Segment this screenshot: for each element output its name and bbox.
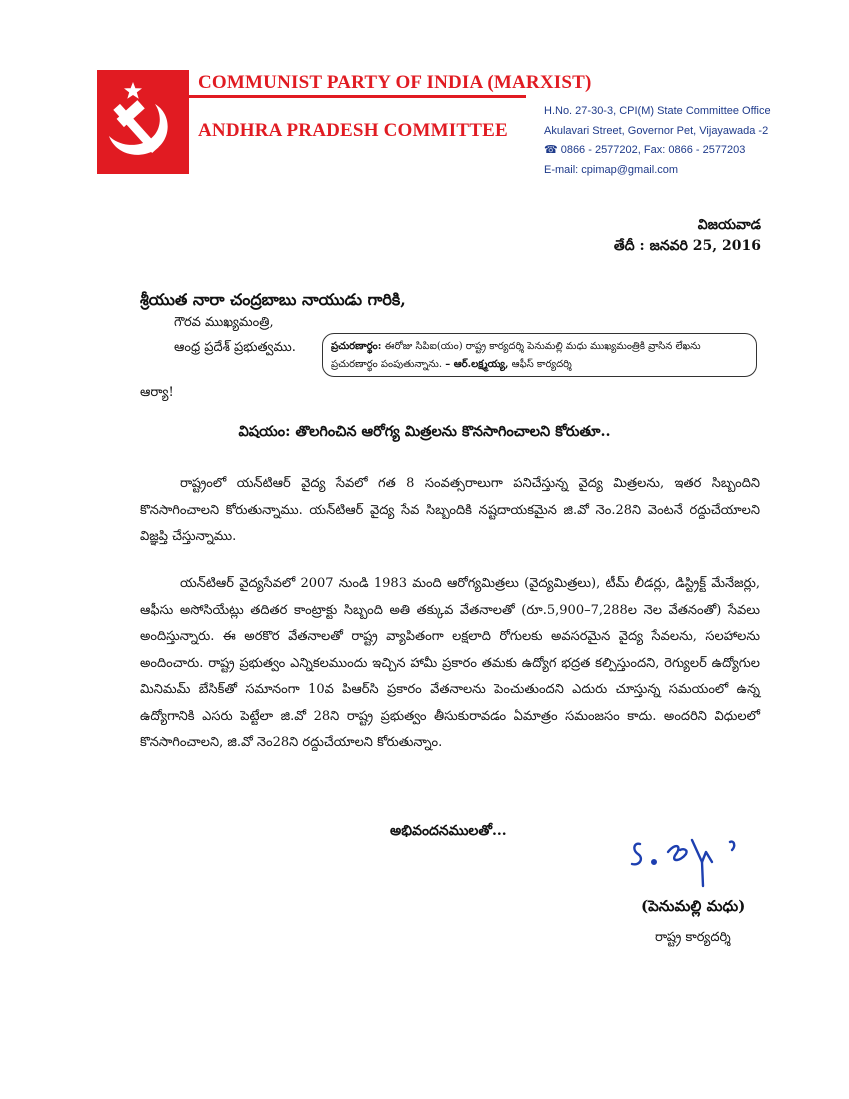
signer-title: రాష్ట్ర కార్యదర్శి — [655, 930, 731, 945]
email-line: E-mail: cpimap@gmail.com — [544, 163, 679, 176]
address-line-1: H.No. 27-30-3, CPI(M) State Committee Office — [544, 105, 771, 117]
office-address — [544, 102, 771, 180]
press-note-signatory: – ఆర్.లక్ష్మయ్య, — [445, 359, 509, 370]
closing-greeting: అభివందనములతో... — [390, 823, 507, 839]
phone-fax-line — [544, 141, 771, 161]
letter-place: విజయవాడ — [697, 217, 761, 233]
handwritten-signature — [610, 832, 780, 902]
party-name: COMMUNIST PARTY OF INDIA (MARXIST) — [198, 72, 592, 93]
letter-date: తేదీ : జనవరి 25, 2016 — [613, 238, 761, 254]
salutation: ఆర్యా! — [140, 385, 174, 400]
press-note-role: ఆఫీస్ కార్యదర్శి — [511, 359, 572, 370]
signer-name: (పెనుమల్లి మధు) — [641, 897, 746, 915]
phone-fax-text: 0866 - 2577202, Fax: 0866 - 2577203 — [560, 144, 746, 156]
addressee-designation: గౌరవ ముఖ్యమంత్రి, — [174, 315, 274, 330]
addressee-name: శ్రీయుత నారా చంద్రబాబు నాయుడు గారికి, — [140, 290, 406, 309]
body-paragraph-1: రాష్ట్రంలో యన్‌టిఆర్ వైద్య సేవలో గత 8 సంవత్సరాలుగా పనిచేస్తున్న వైద్య మిత్రలను, ఇతర సిబ్బందిని కొనసాగించాలని కోరుతున్నాము. యన్‌టిఆర్ వైద్య సేవ సిబ్బందికి నష్టదాయకమైన జి.వో నెం.28ని వెంటనే రద్దుచేయాలని విజ్ఞప్తి చేస్తున్నాము. — [140, 476, 760, 544]
press-note-label: ప్రచురణార్థం: — [331, 341, 382, 352]
letterhead-divider — [189, 95, 526, 98]
hammer-sickle-star-icon — [97, 70, 189, 174]
telephone-icon: ☎ — [544, 144, 558, 156]
addressee-government: ఆంధ్ర ప్రదేశ్ ప్రభుత్వము. — [174, 340, 296, 355]
address-line-2: Akulavari Street, Governor Pet, Vijayawada -2 — [544, 124, 769, 137]
letter-subject: విషయం: తొలగించిన ఆరోగ్య మిత్రలను కొనసాగించాలని కోరుతూ.. — [238, 423, 611, 440]
party-logo — [97, 70, 189, 174]
committee-name: ANDHRA PRADESH COMMITTEE — [198, 120, 508, 141]
body-paragraph-2: యన్‌టిఆర్ వైద్యసేవలో 2007 నుండి 1983 మంది ఆరోగ్యమిత్రలు (వైద్యమిత్రలు), టీమ్ లీడర్లు, డిస్ట్రిక్ట్ మేనేజర్లు, ఆఫీసు అసోసియేట్లు తదితర కాంట్రాక్టు సిబ్బంది అతి తక్కువ వేతనాలతో (రూ.5,900–7,288ల నెల వేతనంతో) సేవలు అందిస్తున్నారు. ఈ అరకొర వేతనాలతో రాష్ట్ర వ్యాపితంగా లక్షలాది రోగులకు అవసరమైన వైద్య సేవలను, సలహాలను అందించారు. రాష్ట్ర ప్రభుత్వం ఎన్నికలముందు ఇచ్చిన హామీ ప్రకారం తమకు ఉద్యోగ భద్రత కల్పిస్తుందని, రెగ్యులర్ ఉద్యోగుల మినిమమ్ బేసిక్‌తో సమానంగా 10వ పిఆర్‌సి ప్రకారం వేతనాలను పెంచుతుందని ఎదురు చూస్తున్న సమయంలో ఉన్న ఉద్యోగానికి ఎసరు పెట్టేలా జి.వో 28ని రాష్ట్ర ప్రభుత్వం తీసుకురావడం ఏమాత్రం సమంజసం కాదు. అందరిని విధులలో కొనసాగించాలని, జి.వో నెం28ని రద్దుచేయాలని కోరుతున్నాం. — [140, 576, 760, 750]
press-note-text: ఈరోజు సిపిఐ(యం) రాష్ట్ర కార్యదర్శి పెనుమల్లి మధు ముఖ్యమంత్రికి వ్రాసిన లేఖను ప్రచురణార్థం పంపుతున్నాను. — [331, 341, 701, 370]
press-release-note — [322, 333, 757, 377]
